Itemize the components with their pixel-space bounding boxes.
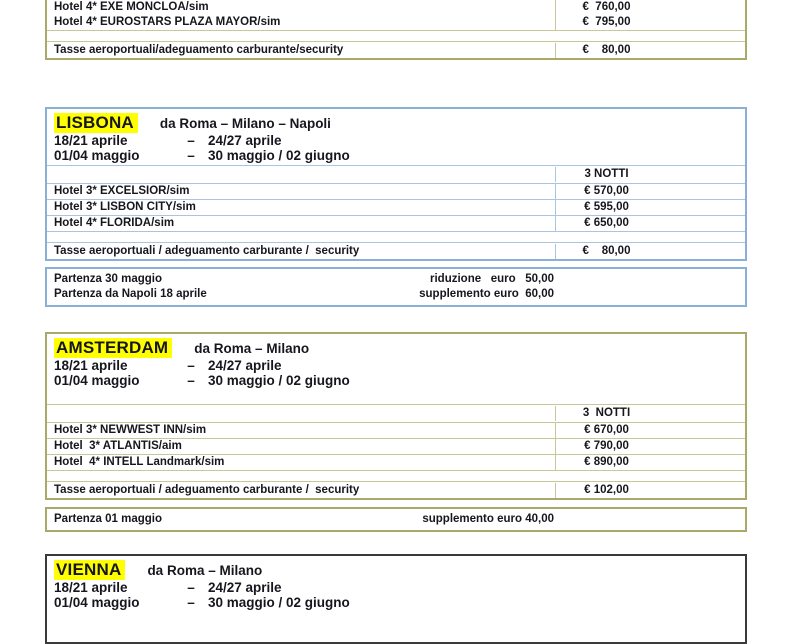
table-row xyxy=(47,0,745,15)
date-row: 01/04 maggio – 30 maggio / 02 giugno xyxy=(54,148,350,163)
table-row xyxy=(47,422,745,438)
notes-lisbona xyxy=(45,267,747,307)
note-value: riduzione euro 50,00 xyxy=(430,273,554,285)
hotel-price: € 570,00 xyxy=(555,184,745,199)
note-label: Partenza 30 maggio xyxy=(54,273,163,285)
date-row: 18/21 aprile – 24/27 aprile xyxy=(54,358,282,373)
table-row xyxy=(47,183,745,199)
nights-header-row xyxy=(47,404,745,422)
nights-header: 3 NOTTI xyxy=(555,406,745,421)
tax-label: Tasse aeroportuali/adeguamento carburante/security xyxy=(54,43,344,56)
hotel-name: Hotel 3* NEWWEST INN/sim xyxy=(54,424,207,436)
table-row xyxy=(47,438,745,454)
note-label: Partenza da Napoli 18 aprile xyxy=(54,288,207,300)
top-table xyxy=(45,0,747,60)
hotel-price: € 595,00 xyxy=(555,200,745,215)
route-text: da Roma – Milano xyxy=(194,341,310,356)
route-text: da Roma – Milano xyxy=(147,563,263,578)
date-row: 01/04 maggio – 30 maggio / 02 giugno xyxy=(54,373,350,388)
tax-price: € 102,00 xyxy=(555,483,745,498)
section-lisbona xyxy=(45,107,747,261)
section-vienna xyxy=(45,554,747,644)
note-value: supplemento euro 40,00 xyxy=(422,513,554,525)
table-row xyxy=(47,199,745,215)
note-row xyxy=(47,272,745,287)
city-line xyxy=(54,560,745,580)
note-value: supplemento euro 60,00 xyxy=(419,288,554,300)
note-row xyxy=(47,287,745,302)
date-row: 18/21 aprile – 24/27 aprile xyxy=(54,580,282,595)
city-highlight: VIENNA xyxy=(54,560,125,580)
nights-header-row xyxy=(47,165,745,183)
hotel-name: Hotel 3* EXCELSIOR/sim xyxy=(54,185,190,197)
hotel-name: Hotel 4* EUROSTARS PLAZA MAYOR/sim xyxy=(54,16,281,28)
note-row xyxy=(47,512,745,527)
route-text: da Roma – Milano – Napoli xyxy=(159,116,331,131)
table-row xyxy=(47,15,745,30)
hotel-name: Hotel 4* EXE MONCLOA/sim xyxy=(54,1,209,13)
empty-row xyxy=(47,30,745,41)
tax-price: € 80,00 xyxy=(555,43,745,58)
empty-row xyxy=(47,470,745,481)
tax-row xyxy=(47,242,745,259)
hotel-price: € 650,00 xyxy=(555,216,745,231)
hotel-name: Hotel 4* FLORIDA/sim xyxy=(54,217,175,229)
table-row xyxy=(47,215,745,231)
notes-amsterdam xyxy=(45,507,747,532)
hotel-price: € 890,00 xyxy=(555,455,745,470)
tax-row xyxy=(47,41,745,58)
hotel-name: Hotel 3* ATLANTIS/aim xyxy=(54,440,182,452)
nights-header: 3 NOTTI xyxy=(555,167,745,182)
city-highlight: LISBONA xyxy=(54,113,138,133)
empty-row xyxy=(47,231,745,242)
hotel-name: Hotel 3* LISBON CITY/sim xyxy=(54,201,196,213)
hotel-price: € 795,00 xyxy=(555,15,745,30)
tax-label: Tasse aeroportuali / adeguamento carburante / security xyxy=(54,483,360,496)
note-label: Partenza 01 maggio xyxy=(54,513,163,525)
tax-row xyxy=(47,481,745,498)
section-header xyxy=(47,556,745,612)
city-line xyxy=(54,113,745,133)
hotel-name: Hotel 4* INTELL Landmark/sim xyxy=(54,456,225,468)
table-row xyxy=(47,454,745,470)
hotel-price: € 760,00 xyxy=(555,0,745,15)
date-row: 01/04 maggio – 30 maggio / 02 giugno xyxy=(54,595,350,610)
section-header xyxy=(47,109,745,165)
tax-price: € 80,00 xyxy=(555,244,745,259)
section-amsterdam xyxy=(45,332,747,500)
section-header xyxy=(47,334,745,404)
tax-label: Tasse aeroportuali / adeguamento carburante / security xyxy=(54,244,360,257)
city-line xyxy=(54,338,745,358)
date-row: 18/21 aprile – 24/27 aprile xyxy=(54,133,282,148)
city-highlight: AMSTERDAM xyxy=(54,338,172,358)
hotel-price: € 670,00 xyxy=(555,423,745,438)
hotel-price: € 790,00 xyxy=(555,439,745,454)
